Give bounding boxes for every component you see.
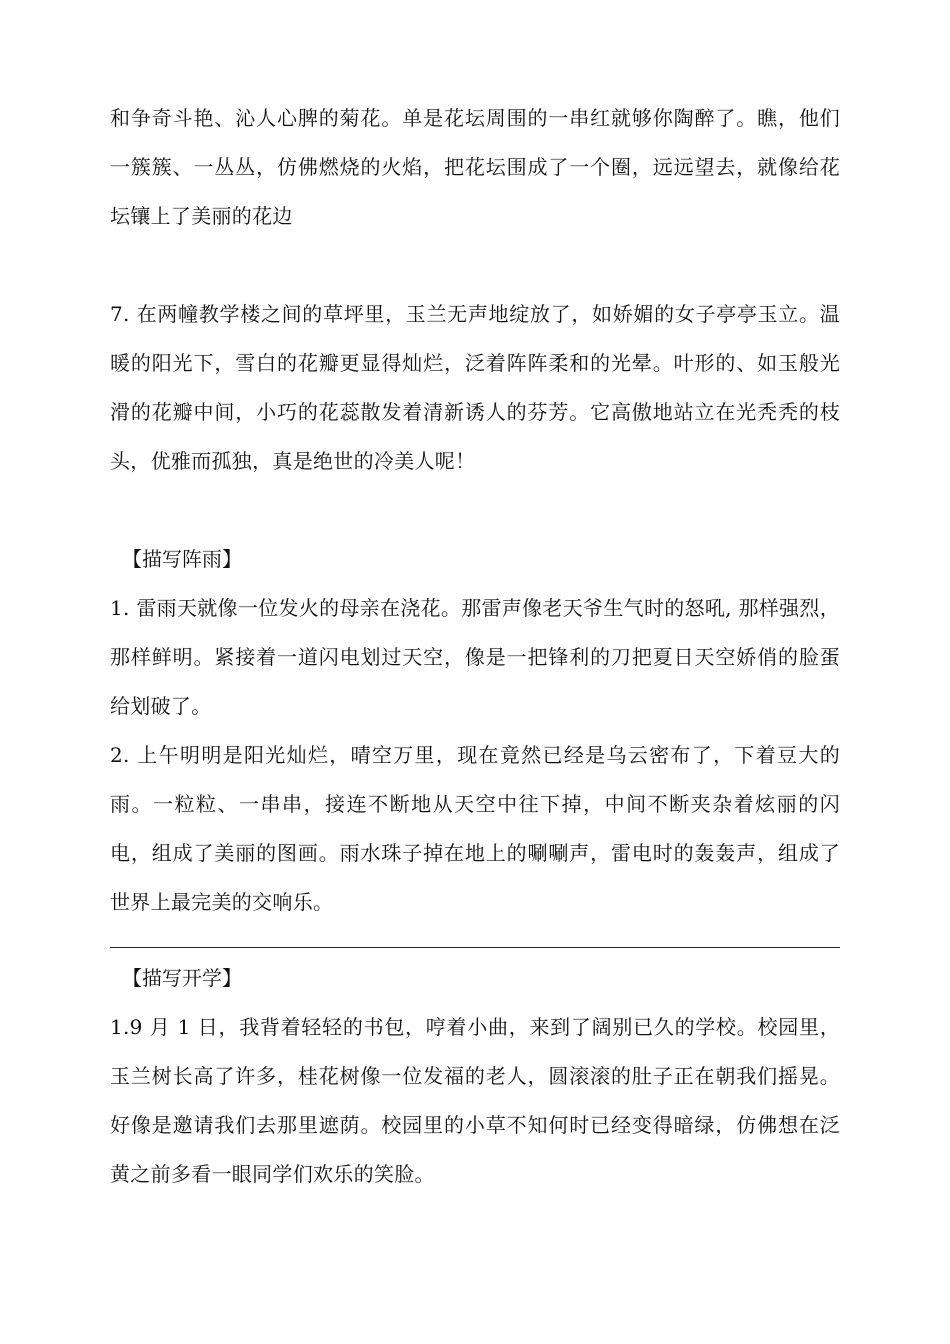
paragraph-flowers: 和争奇斗艳、沁人心脾的菊花。单是花坛周围的一串红就够你陶醉了。瞧，他们一簇簇、一丛丛，仿佛燃烧的火焰，把花坛围成了一个圈，远远望去，就像给花坛镶上了美丽的花边 [110,106,840,228]
section-divider [110,947,840,948]
section-heading-rain: 【描写阵雨】 [122,547,242,571]
paragraph-rain-2: 2. 上午明明是阳光灿烂，晴空万里，现在竟然已经是乌云密布了，下着豆大的雨。一粒粒、一串串，接连不断地从天空中往下掉，中间不断夹杂着炫丽的闪电，组成了美丽的图画。雨水珠子掉在地上的唰唰声，雷电时的轰轰声，组成了世界上最完美的交响乐。 [110,743,840,914]
spacer [110,486,840,535]
paragraph-magnolia: 7. 在两幢教学楼之间的草坪里，玉兰无声地绽放了，如娇媚的女子亭亭玉立。温暖的阳光下，雪白的花瓣更显得灿烂，泛着阵阵柔和的光晕。叶形的、如玉般光滑的花瓣中间，小巧的花蕊散发着清新诱人的芬芳。它高傲地站立在光秃秃的枝头，优雅而孤独，真是绝世的冷美人呢！ [110,302,840,473]
document-page [110,94,840,1199]
section-heading-school: 【描写开学】 [122,966,242,990]
paragraph-school-1: 1.9 月 1 日，我背着轻轻的书包，哼着小曲，来到了阔别已久的学校。校园里，玉兰树长高了许多，桂花树像一位发福的老人，圆滚滚的肚子正在朝我们摇晃。好像是邀请我们去那里遮荫。校园里的小草不知何时已经变得暗绿，仿佛想在泛黄之前多看一眼同学们欢乐的笑脸。 [110,1015,840,1186]
paragraph-rain-1: 1. 雷雨天就像一位发火的母亲在浇花。那雷声像老天爷生气时的怒吼, 那样强烈，那样鲜明。紧接着一道闪电划过天空，像是一把锋利的刀把夏日天空娇俏的脸蛋给划破了。 [110,596,840,718]
spacer [110,241,840,290]
